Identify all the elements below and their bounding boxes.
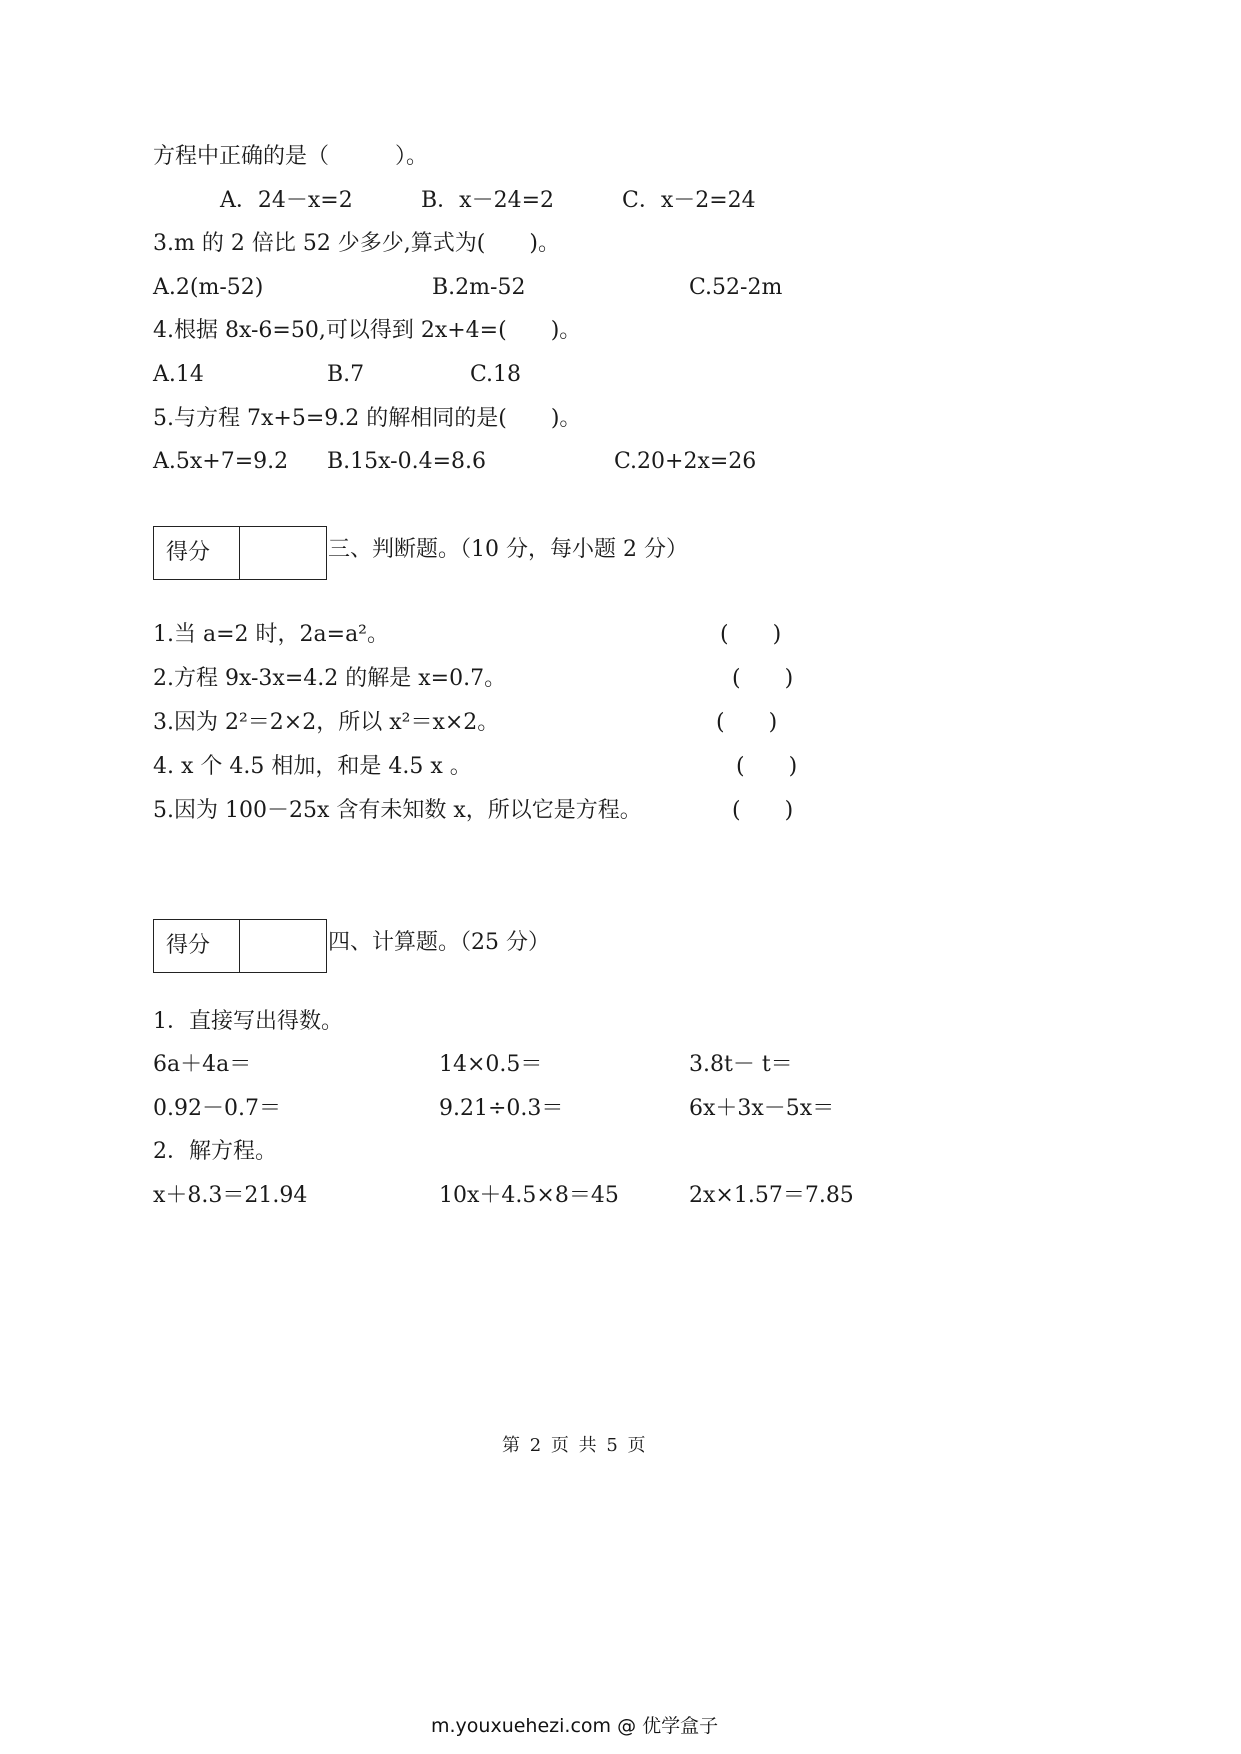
equation-item: x＋8.3＝21.94 — [153, 1183, 308, 1208]
tf-item-4: 4. x 个 4.5 相加，和是 4.5 x 。 — [153, 754, 472, 779]
score-label: 得分 — [154, 527, 240, 579]
tf-answer-paren-2[interactable]: ( ) — [732, 666, 794, 691]
q2-option-c: C．x－2=24 — [622, 188, 756, 213]
section3-title: 三、判断题。（10 分，每小题 2 分） — [328, 537, 688, 562]
tf-answer-paren-1[interactable]: ( ) — [720, 622, 782, 647]
part1-title: 1．直接写出得数。 — [153, 1009, 343, 1034]
q4-option-c: C.18 — [470, 362, 522, 387]
score-label: 得分 — [154, 920, 240, 972]
q4-stem: 4.根据 8x-6=50,可以得到 2x+4=( )。 — [153, 318, 582, 343]
q5-option-c: C.20+2x=26 — [614, 449, 757, 474]
q4-option-a: A.14 — [153, 362, 204, 387]
q5-option-b: B.15x-0.4=8.6 — [327, 449, 487, 474]
calc-item: 3.8t－ t＝ — [689, 1052, 793, 1077]
q3-option-a: A.2(m-52) — [153, 275, 264, 300]
equation-item: 10x＋4.5×8＝45 — [439, 1183, 619, 1208]
tf-item-3: 3.因为 2²＝2×2，所以 x²＝x×2。 — [153, 710, 500, 735]
tf-answer-paren-3[interactable]: ( ) — [716, 710, 778, 735]
part2-title: 2．解方程。 — [153, 1139, 277, 1164]
calc-item: 0.92－0.7＝ — [153, 1096, 281, 1121]
score-value-cell[interactable] — [240, 527, 326, 579]
equation-item: 2x×1.57＝7.85 — [689, 1183, 854, 1208]
section3-score-box — [153, 526, 327, 580]
q5-option-a: A.5x+7=9.2 — [153, 449, 289, 474]
calc-item: 6a＋4a＝ — [153, 1052, 252, 1077]
tf-item-2: 2.方程 9x-3x=4.2 的解是 x=0.7。 — [153, 666, 507, 691]
q2-option-b: B．x－24=2 — [421, 188, 554, 213]
q2-stem: 方程中正确的是（ ）。 — [153, 144, 429, 169]
q2-option-a: A．24－x=2 — [220, 188, 353, 213]
q5-stem: 5.与方程 7x+5=9.2 的解相同的是( )。 — [153, 406, 582, 431]
watermark: m.youxuehezi.com @ 优学盒子 — [431, 1715, 719, 1737]
q4-option-b: B.7 — [327, 362, 365, 387]
section4-title: 四、计算题。（25 分） — [328, 930, 550, 955]
q3-stem: 3.m 的 2 倍比 52 少多少,算式为( )。 — [153, 231, 560, 256]
tf-answer-paren-4[interactable]: ( ) — [736, 754, 798, 779]
tf-item-1: 1.当 a=2 时，2a=a²。 — [153, 622, 390, 647]
tf-item-5: 5.因为 100－25x 含有未知数 x，所以它是方程。 — [153, 798, 642, 823]
q3-option-c: C.52-2m — [689, 275, 783, 300]
calc-item: 6x＋3x－5x＝ — [689, 1096, 835, 1121]
calc-item: 14×0.5＝ — [439, 1052, 543, 1077]
calc-item: 9.21÷0.3＝ — [439, 1096, 564, 1121]
score-value-cell[interactable] — [240, 920, 326, 972]
section4-score-box — [153, 919, 327, 973]
q3-option-b: B.2m-52 — [432, 275, 526, 300]
page-number: 第 2 页 共 5 页 — [502, 1435, 648, 1456]
tf-answer-paren-5[interactable]: ( ) — [732, 798, 794, 823]
